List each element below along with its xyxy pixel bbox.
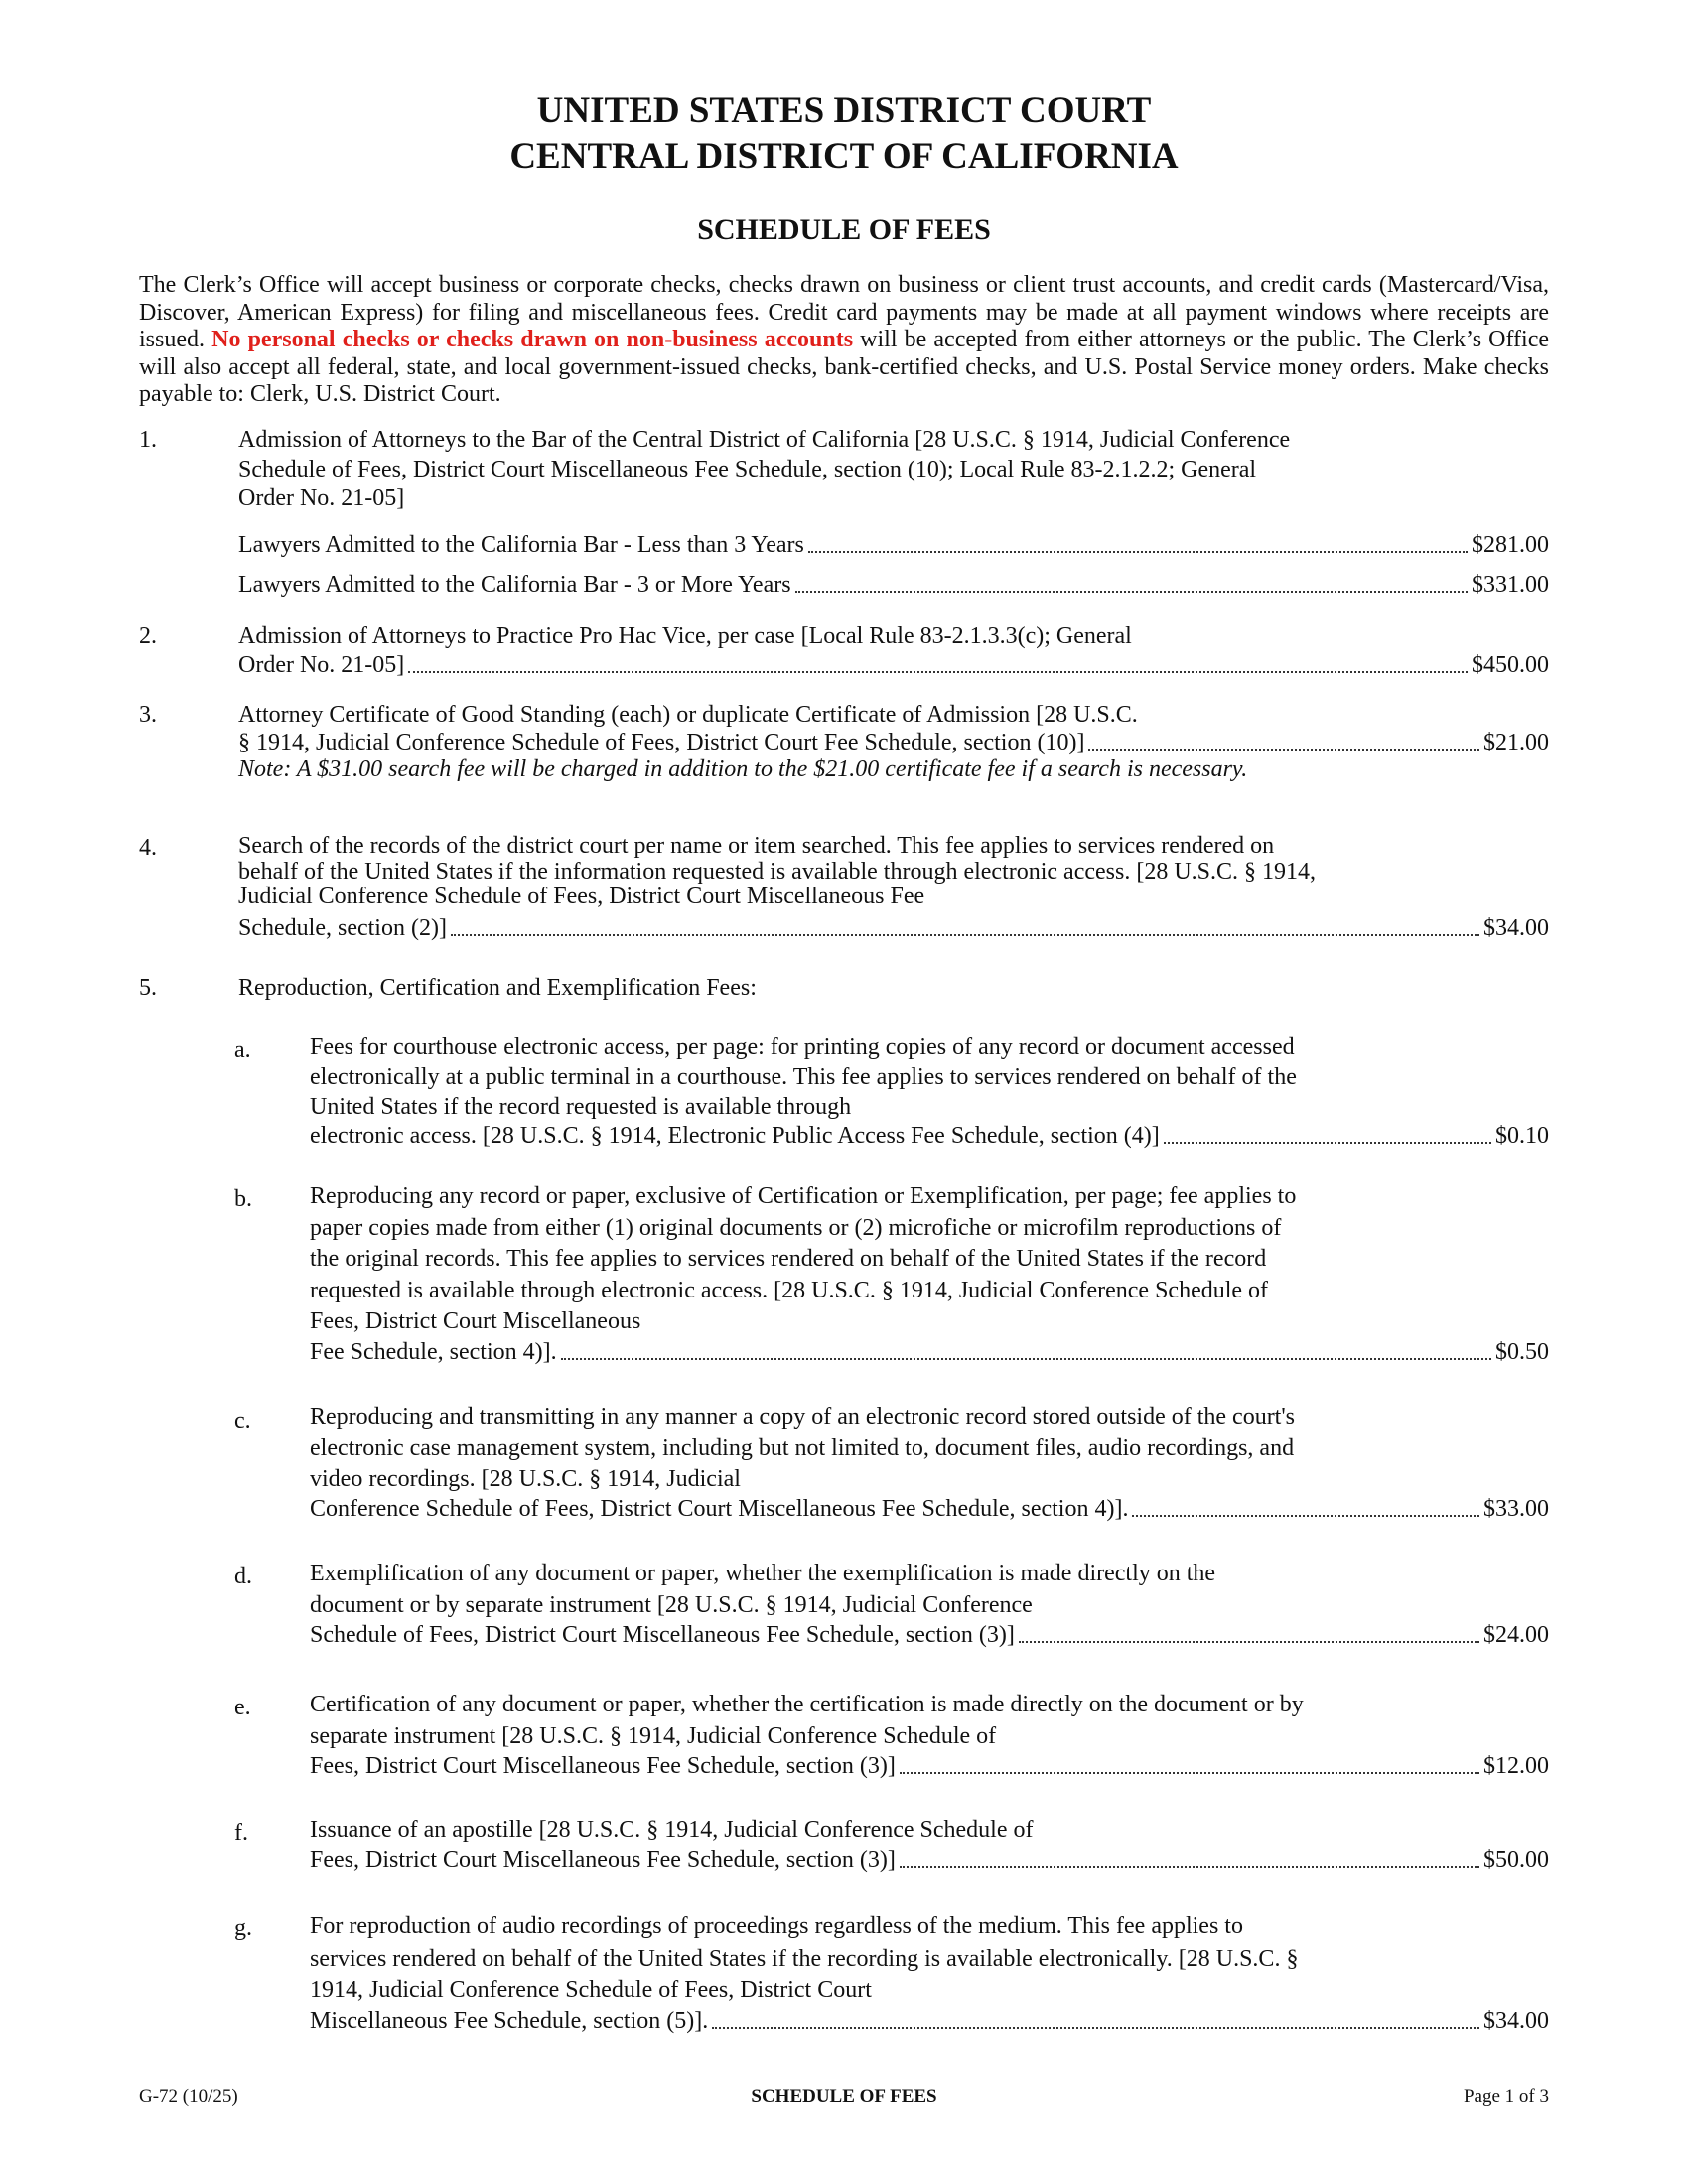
payment-policy-paragraph xyxy=(139,272,1549,409)
dot-leader xyxy=(561,1358,1491,1360)
item-2-description: Admission of Attorneys to Practice Pro Hac Vice, per case [Local Rule 83-2.1.3.3(c); General xyxy=(238,623,1132,649)
page-number: Page 1 of 3 xyxy=(1463,2086,1549,2107)
fee-amount: $34.00 xyxy=(1483,2008,1549,2034)
court-name-line1: UNITED STATES DISTRICT COURT xyxy=(536,90,1152,131)
dot-leader xyxy=(451,934,1479,936)
fee-label: Fees, District Court Miscellaneous Fee Schedule, section (3)] xyxy=(310,1847,896,1873)
item-number: 1. xyxy=(139,427,157,453)
subitem-d-description: Exemplification of any document or paper, whether the exemplification is made directly on the document or by separate instrument [28 U.S.C. § 1914, Judicial Conference xyxy=(310,1561,1216,1618)
item-number: 3. xyxy=(139,702,157,728)
subitem-letter: d. xyxy=(234,1564,252,1589)
subitem-letter: e. xyxy=(234,1695,251,1720)
fee-label: electronic access. [28 U.S.C. § 1914, Electronic Public Access Fee Schedule, section (4)] xyxy=(310,1123,1160,1149)
fee-line-pro-hac-vice xyxy=(238,651,1549,680)
payment-policy-text-continued: will be accepted from either attorneys or the public. The Clerk’s Office will also accept all federal, state, and local government-issued checks, bank-certified checks, and U.S. Postal Service money orders. Make checks payable to: Clerk, U.S. District Court. xyxy=(139,327,1550,407)
dot-leader xyxy=(808,551,1468,553)
fee-amount: $12.00 xyxy=(1483,1753,1549,1779)
subitem-letter: c. xyxy=(234,1408,251,1433)
fee-line-exemplification xyxy=(310,1621,1549,1650)
fee-label: Schedule of Fees, District Court Miscellaneous Fee Schedule, section (3)] xyxy=(310,1622,1015,1648)
fee-amount: $21.00 xyxy=(1483,730,1549,755)
item-1-description: Admission of Attorneys to the Bar of the Central District of California [28 U.S.C. § 1914, Judicial Conference Schedule of Fees, District Court Miscellaneous Fee Schedule, section (10); Local Rule 83-2.1.2.2; General Order No. 21-05] xyxy=(238,427,1291,511)
subitem-a-description: Fees for courthouse electronic access, per page: for printing copies of any record or document accessed electronically at a public terminal in a courthouse. This fee applies to services rendered on behalf of the United States if the record requested is available through xyxy=(310,1034,1297,1120)
item-number: 2. xyxy=(139,623,157,649)
fee-line-3-or-more-years xyxy=(238,571,1549,600)
subitem-letter: b. xyxy=(234,1186,252,1212)
dot-leader xyxy=(900,1866,1479,1868)
dot-leader xyxy=(1088,749,1479,751)
fee-line-electronic-record-transmit xyxy=(310,1495,1549,1524)
item-number: 4. xyxy=(139,835,157,861)
item-4-description: Search of the records of the district court per name or item searched. This fee applies to services rendered on behalf of the United States if the information requested is available through electronic access. [28 U.S.C. § 1914, Judicial Conference Schedule of Fees, District Court Miscellaneous Fee xyxy=(238,833,1317,909)
fee-line-under-3-years xyxy=(238,531,1549,560)
dot-leader xyxy=(712,2027,1479,2029)
fee-line-electronic-access xyxy=(310,1122,1549,1151)
fee-amount: $450.00 xyxy=(1472,652,1549,678)
fee-amount: $34.00 xyxy=(1483,915,1549,941)
item-5-heading: Reproduction, Certification and Exemplification Fees: xyxy=(238,975,757,1001)
fee-amount: $24.00 xyxy=(1483,1622,1549,1648)
fee-amount: $0.50 xyxy=(1495,1339,1549,1365)
dot-leader xyxy=(795,591,1468,593)
fee-label: Lawyers Admitted to the California Bar - Less than 3 Years xyxy=(238,532,804,558)
fee-label: Schedule, section (2)] xyxy=(238,915,447,941)
fee-line-audio-recordings xyxy=(310,2007,1549,2036)
fee-amount: $331.00 xyxy=(1472,572,1549,598)
fee-amount: $50.00 xyxy=(1483,1847,1549,1873)
item-number: 5. xyxy=(139,975,157,1001)
search-fee-note: Note: A $31.00 search fee will be charged in addition to the $21.00 certificate fee if a search is necessary. xyxy=(238,756,1248,782)
dot-leader xyxy=(1019,1641,1479,1643)
subitem-letter: a. xyxy=(234,1037,251,1063)
fee-line-apostille xyxy=(310,1846,1549,1875)
fee-line-good-standing xyxy=(238,729,1549,757)
footer-title: SCHEDULE OF FEES xyxy=(751,2086,937,2107)
subitem-c-description: Reproducing and transmitting in any manner a copy of an electronic record stored outside of the court's electronic case management system, including but not limited to, document files, audio recordings, and video recordings. [28 U.S.C. § 1914, Judicial xyxy=(310,1404,1296,1492)
fee-amount: $33.00 xyxy=(1483,1496,1549,1522)
subitem-letter: g. xyxy=(234,1915,252,1941)
dot-leader xyxy=(1132,1515,1479,1517)
dot-leader xyxy=(900,1772,1479,1774)
fee-amount: $281.00 xyxy=(1472,532,1549,558)
fee-label: Lawyers Admitted to the California Bar - 3 or More Years xyxy=(238,572,791,598)
item-3-description: Attorney Certificate of Good Standing (each) or duplicate Certificate of Admission [28 U.S.C. xyxy=(238,702,1138,728)
payment-policy-warning: No personal checks or checks drawn on non-business accounts xyxy=(211,327,854,352)
subitem-f-description: Issuance of an apostille [28 U.S.C. § 1914, Judicial Conference Schedule of xyxy=(310,1817,1034,1843)
fee-label: Miscellaneous Fee Schedule, section (5)]. xyxy=(310,2008,709,2034)
fee-line-reproducing-records xyxy=(310,1338,1549,1367)
subitem-letter: f. xyxy=(234,1820,248,1845)
dot-leader xyxy=(1164,1142,1491,1144)
document-title: SCHEDULE OF FEES xyxy=(697,213,991,246)
subitem-g-description: For reproduction of audio recordings of proceedings regardless of the medium. This fee applies to services rendered on behalf of the United States if the recording is available electronically. [28 U.S.C. § 1914, Judicial Conference Schedule of Fees, District Court xyxy=(310,1913,1299,2003)
payment-policy-text: The Clerk’s Office will accept business or corporate checks, checks drawn on business or client trust accounts, and credit cards (Mastercard/Visa, Discover, American Express) for filing and miscellaneous fees. Credit card payments may be made at all payment windows where receipts are issued. xyxy=(139,272,1549,352)
fee-line-records-search xyxy=(238,914,1549,943)
fee-label: § 1914, Judicial Conference Schedule of Fees, District Court Fee Schedule, section (10)] xyxy=(238,730,1085,755)
fee-label: Fees, District Court Miscellaneous Fee Schedule, section (3)] xyxy=(310,1753,896,1779)
form-number: G-72 (10/25) xyxy=(139,2086,238,2107)
court-name-line2: CENTRAL DISTRICT OF CALIFORNIA xyxy=(509,136,1179,177)
dot-leader xyxy=(408,671,1468,673)
fee-label: Conference Schedule of Fees, District Court Miscellaneous Fee Schedule, section 4)]. xyxy=(310,1496,1129,1522)
fee-label: Order No. 21-05] xyxy=(238,652,405,678)
fee-amount: $0.10 xyxy=(1495,1123,1549,1149)
fee-label: Fee Schedule, section 4)]. xyxy=(310,1339,557,1365)
subitem-e-description: Certification of any document or paper, whether the certification is made directly on the document or by separate instrument [28 U.S.C. § 1914, Judicial Conference Schedule of xyxy=(310,1692,1304,1749)
fee-line-certification xyxy=(310,1752,1549,1781)
subitem-b-description: Reproducing any record or paper, exclusive of Certification or Exemplification, per page; fee applies to paper copies made from either (1) original documents or (2) microfiche or microfilm reproductions of the original records. This fee applies to services rendered on behalf of the United States if the record requested is available through electronic access. [28 U.S.C. § 1914, Judicial Conference Schedule of Fees, District Court Miscellaneous xyxy=(310,1183,1297,1334)
